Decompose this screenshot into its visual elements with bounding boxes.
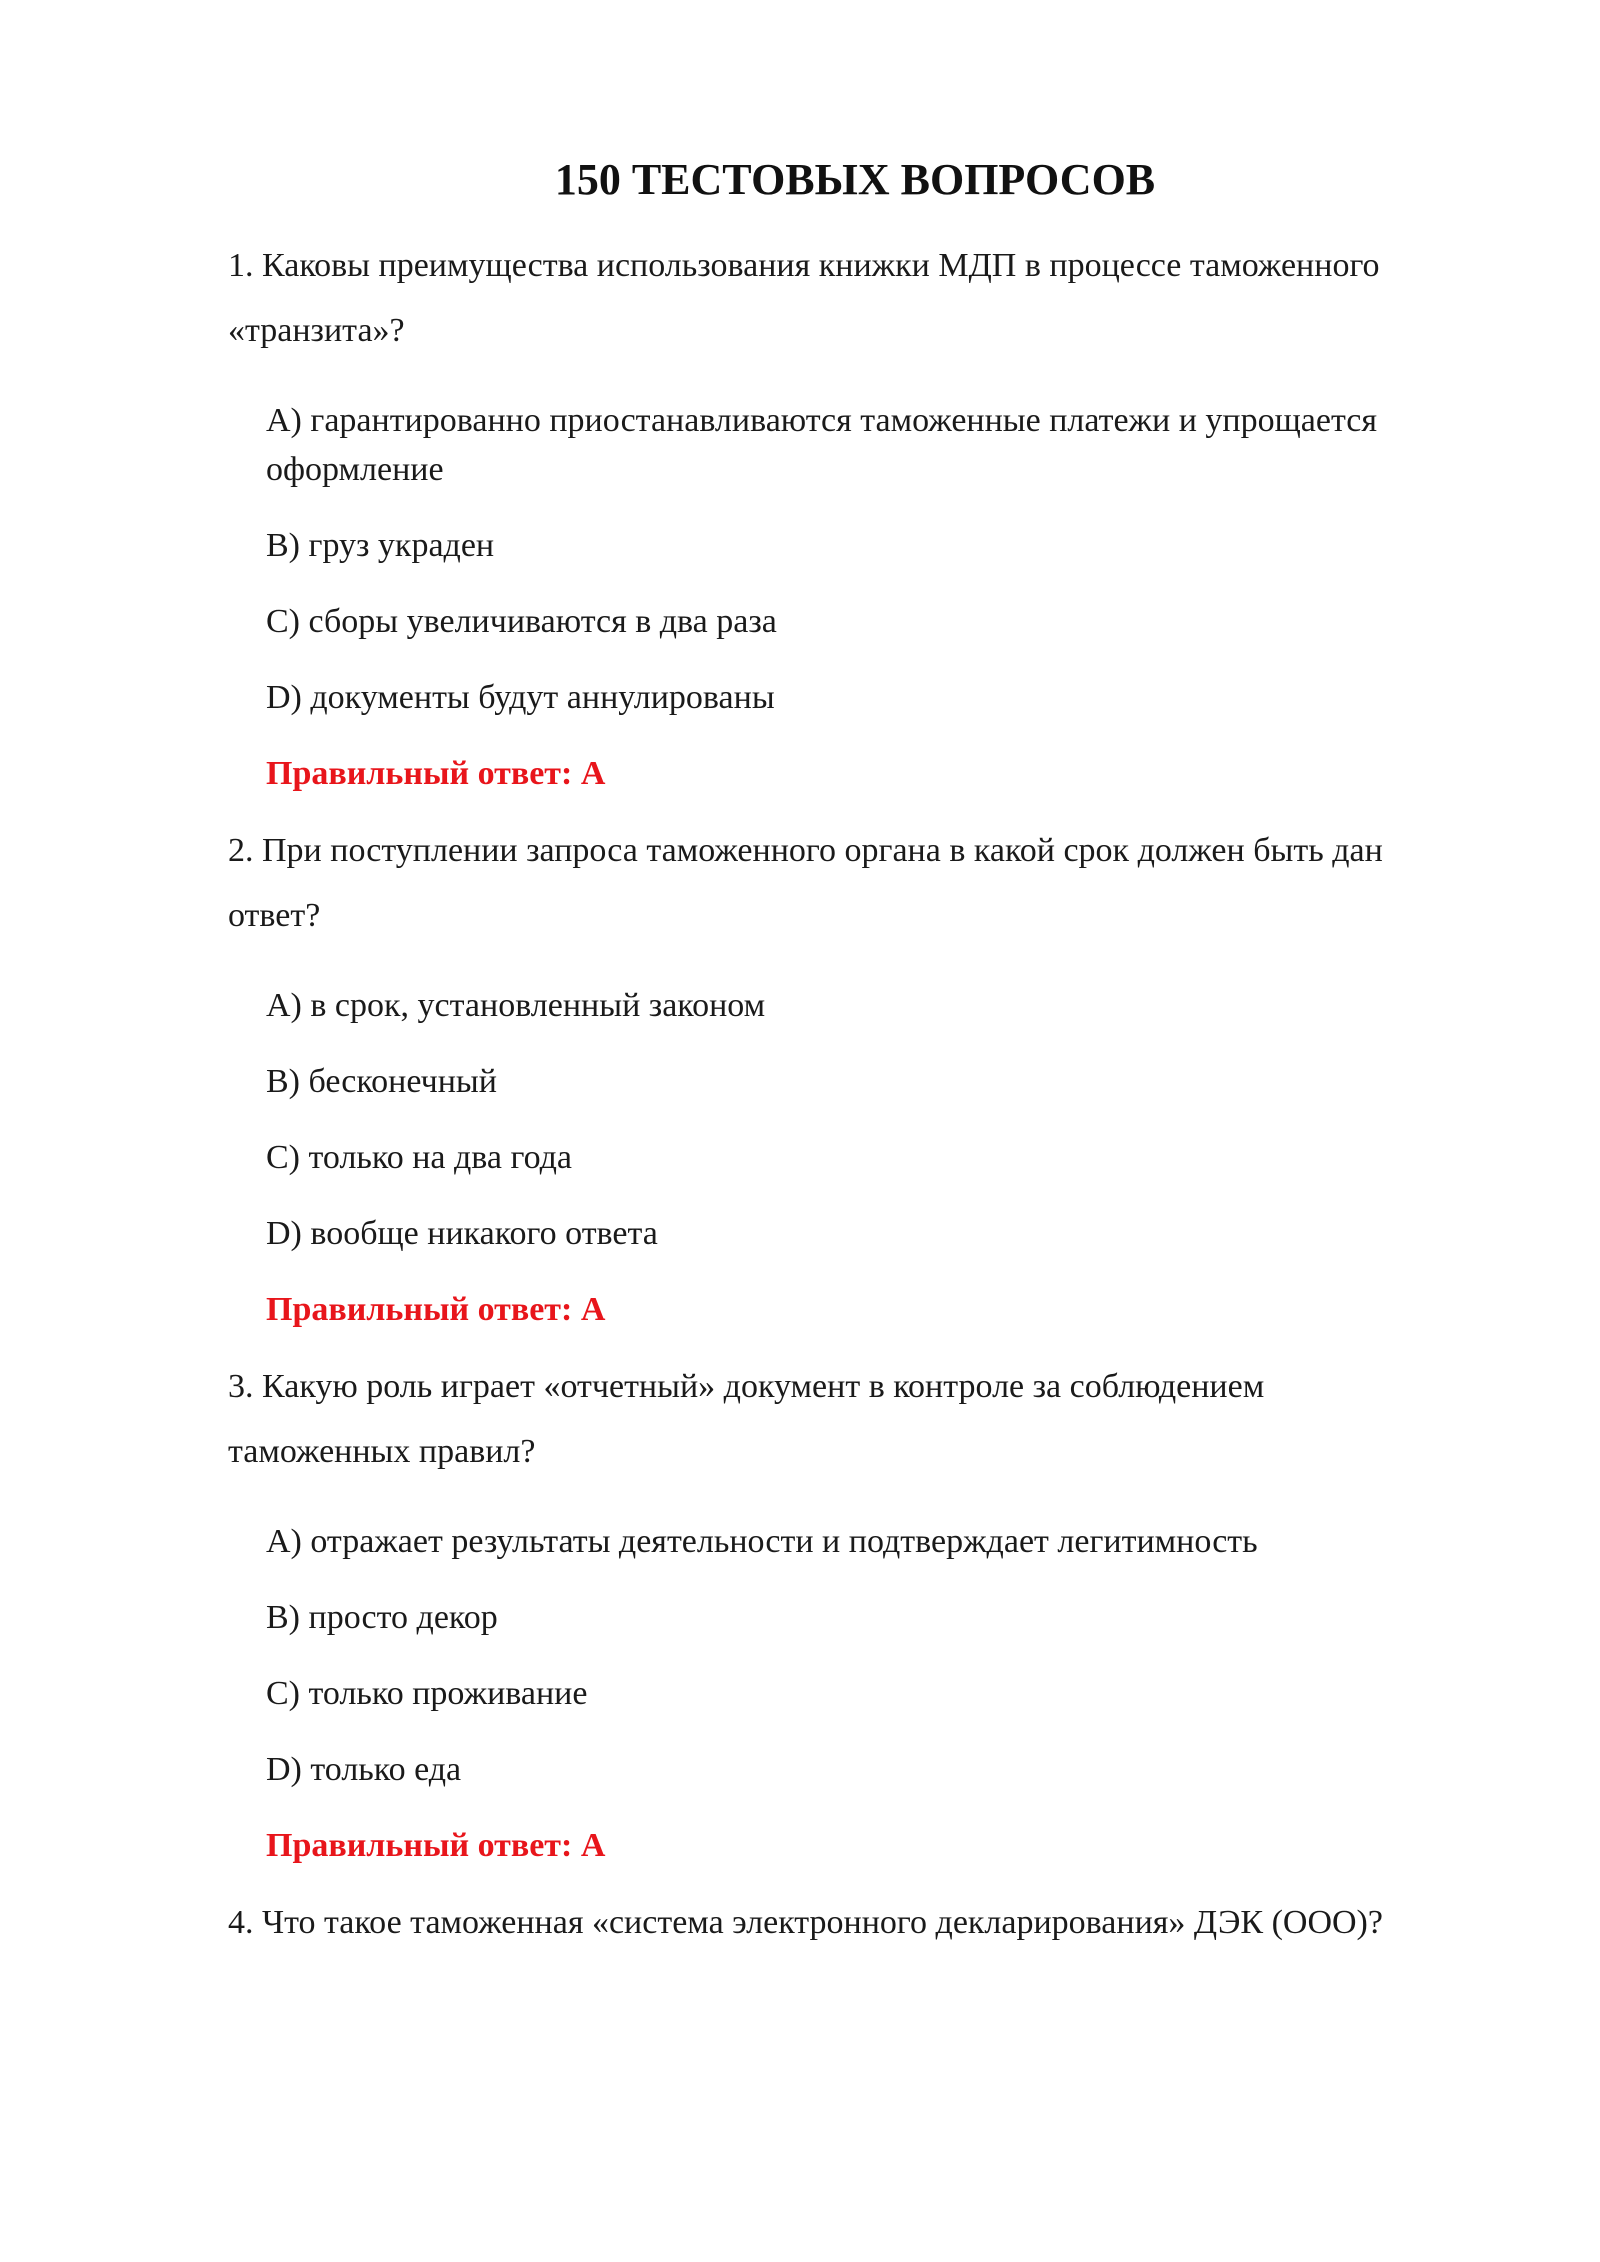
correct-answer (266, 1821, 605, 1870)
question-text: 2. При поступлении запроса таможенного органа в какой срок должен быть дан ответ? (228, 832, 1383, 934)
question-text: 1. Каковы преимущества использования книжки МДП в процессе таможенного «транзита»? (228, 247, 1380, 349)
option-d: D) только еда (266, 1751, 462, 1788)
option-d: D) документы будут аннулированы (266, 679, 775, 716)
option-b: B) груз украден (266, 527, 495, 564)
option-a: A) отражает результаты деятельности и подтверждает легитимность (266, 1523, 1258, 1560)
option-d: D) вообще никакого ответа (266, 1215, 658, 1252)
correct-answer-letter: A (580, 1291, 606, 1328)
correct-answer (266, 1285, 605, 1334)
correct-answer-letter: A (580, 755, 606, 792)
option-c: C) только проживание (266, 1675, 588, 1712)
correct-answer-label: Правильный ответ: (266, 1827, 573, 1864)
option-c: C) только на два года (266, 1139, 573, 1176)
document-title: 150 ТЕСТОВЫХ ВОПРОСОВ (554, 155, 1156, 204)
option-c: C) сборы увеличиваются в два раза (266, 603, 777, 640)
option-a: A) гарантированно приостанавливаются таможенные платежи и упрощается оформление (266, 402, 1377, 488)
option-b: B) просто декор (266, 1599, 498, 1636)
correct-answer-label: Правильный ответ: (266, 755, 573, 792)
option-b: B) бесконечный (266, 1063, 497, 1100)
question-text: 3. Какую роль играет «отчетный» документ в контроле за соблюдением таможенных правил? (228, 1368, 1265, 1470)
correct-answer (266, 749, 605, 798)
option-a: A) в срок, установленный законом (266, 987, 766, 1024)
correct-answer-label: Правильный ответ: (266, 1291, 573, 1328)
question-text: 4. Что такое таможенная «система электронного декларирования» ДЭК (ООО)? (228, 1904, 1383, 1941)
correct-answer-letter: A (580, 1827, 606, 1864)
